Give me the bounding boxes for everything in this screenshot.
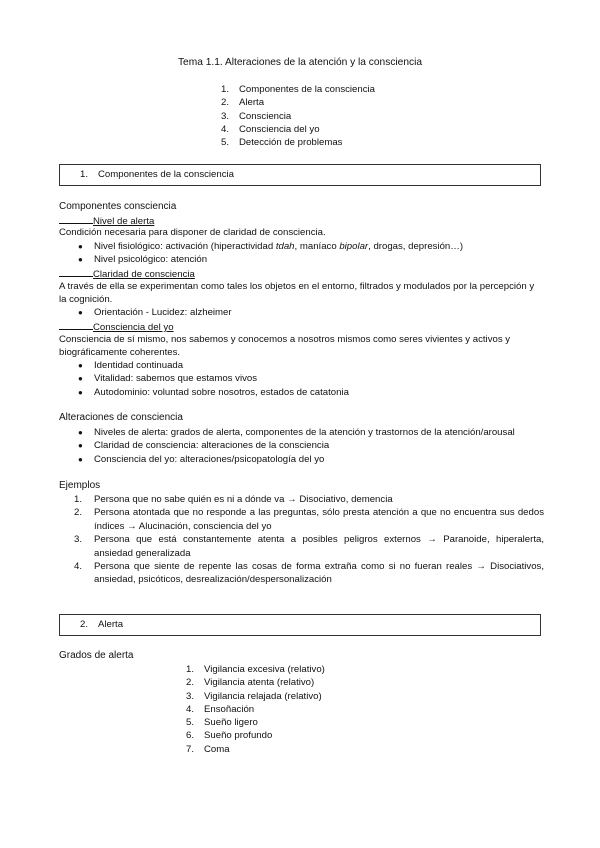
toc-item: 1. Componentes de la consciencia — [221, 84, 375, 95]
list-item: 1. Vigilancia excesiva (relativo) — [186, 664, 325, 675]
paragraph: Consciencia de sí mismo, nos sabemos y conocemos a nosotros mismos como seres vivientes y activos y biográficamente coherentes. — [59, 334, 511, 359]
list-item: ● Nivel psicológico: atención — [78, 254, 208, 266]
list-item: 1. Persona que no sabe quién es ni a dónde va → Disociativo, demencia — [74, 494, 393, 505]
bullet-icon: ● — [78, 255, 83, 265]
list-item: ● Consciencia del yo: alteraciones/psicopatología del yo — [78, 453, 325, 465]
list-item: 2. Vigilancia atenta (relativo) — [186, 677, 315, 689]
list-item: ● Identidad continuada — [78, 360, 184, 371]
bullet-icon: ● — [78, 374, 83, 384]
bullet-list — [78, 240, 543, 267]
bullet-icon: ● — [78, 242, 83, 251]
toc-item: 4. Consciencia del yo — [221, 123, 320, 135]
subheading-claridad: Claridad de consciencia — [59, 266, 195, 281]
list-item: ● Nivel fisiológico: activación (hiperactividad tdah, maníaco bipolar, drogas, depresión…) — [78, 241, 464, 252]
list-item: 5. Sueño ligero — [186, 717, 258, 729]
list-item: 4. Persona que siente de repente las cosas de forma extraña como si no fueran reales → Disociativos, ansiedad, psicóticos, desrealización/despersonalización — [74, 561, 544, 586]
toc-item: 2. Alerta — [221, 97, 265, 109]
page-title: Tema 1.1. Alteraciones de la atención y la consciencia — [177, 57, 423, 68]
list-item: 4. Ensoñación — [186, 703, 255, 715]
list-item: ● Vitalidad: sabemos que estamos vivos — [78, 373, 258, 385]
bullet-icon: ● — [78, 428, 83, 437]
underline-rule — [59, 319, 93, 330]
list-item: 6. Sueño profundo — [186, 730, 273, 742]
bullet-list — [78, 359, 543, 399]
bullet-icon: ● — [78, 454, 83, 464]
bullet-icon: ● — [78, 361, 83, 370]
ejemplos-heading: Ejemplos — [59, 480, 101, 491]
alteraciones-heading: Alteraciones de consciencia — [59, 412, 183, 423]
list-item: ● Claridad de consciencia: alteraciones de la consciencia — [78, 440, 330, 452]
paragraph: Condición necesaria para disponer de claridad de consciencia. — [59, 227, 326, 238]
section-heading-box: 2. Alerta — [59, 614, 541, 636]
subheading-nivel-alerta: Nivel de alerta — [59, 213, 154, 228]
bullet-list — [78, 426, 543, 466]
list-item: ● Orientación - Lucidez: alzheimer — [78, 307, 232, 318]
paragraph: A través de ella se experimentan como tales los objetos en el entorno, filtrados y modulados por la percepción y la cognición. — [59, 281, 535, 306]
ejemplos-list — [74, 493, 544, 587]
componentes-heading: Componentes consciencia — [59, 201, 177, 212]
grados-list — [186, 663, 325, 756]
list-item: 2. Persona atontada que no responde a las preguntas, sólo presta atención a que no encuentra sus dedos índices → Alucinación, consciencia del yo — [74, 507, 544, 532]
list-item: 7. Coma — [186, 743, 230, 755]
bullet-icon: ● — [78, 308, 83, 317]
list-item: 3. Persona que está constantemente atenta a posibles peligros externos → Paranoide, hiperalerta, ansiedad generalizada — [74, 534, 544, 559]
list-item: ● Niveles de alerta: grados de alerta, componentes de la atención y trastornos de la atención/arousal — [78, 427, 515, 438]
section-heading-box: 1. Componentes de la consciencia — [59, 164, 541, 186]
bullet-icon: ● — [78, 441, 83, 451]
list-item: ● Autodominio: voluntad sobre nosotros, estados de catatonia — [78, 386, 349, 398]
toc-item: 5. Detección de problemas — [221, 137, 343, 149]
subheading-consciencia-yo: Consciencia del yo — [59, 319, 174, 334]
underline-rule — [59, 266, 93, 277]
grados-heading: Grados de alerta — [59, 650, 134, 661]
list-item: 3. Vigilancia relajada (relativo) — [186, 690, 322, 702]
toc-item: 3. Consciencia — [221, 110, 292, 122]
bullet-list — [78, 306, 543, 319]
table-of-contents — [221, 83, 375, 149]
bullet-icon: ● — [78, 387, 83, 397]
underline-rule — [59, 213, 93, 224]
